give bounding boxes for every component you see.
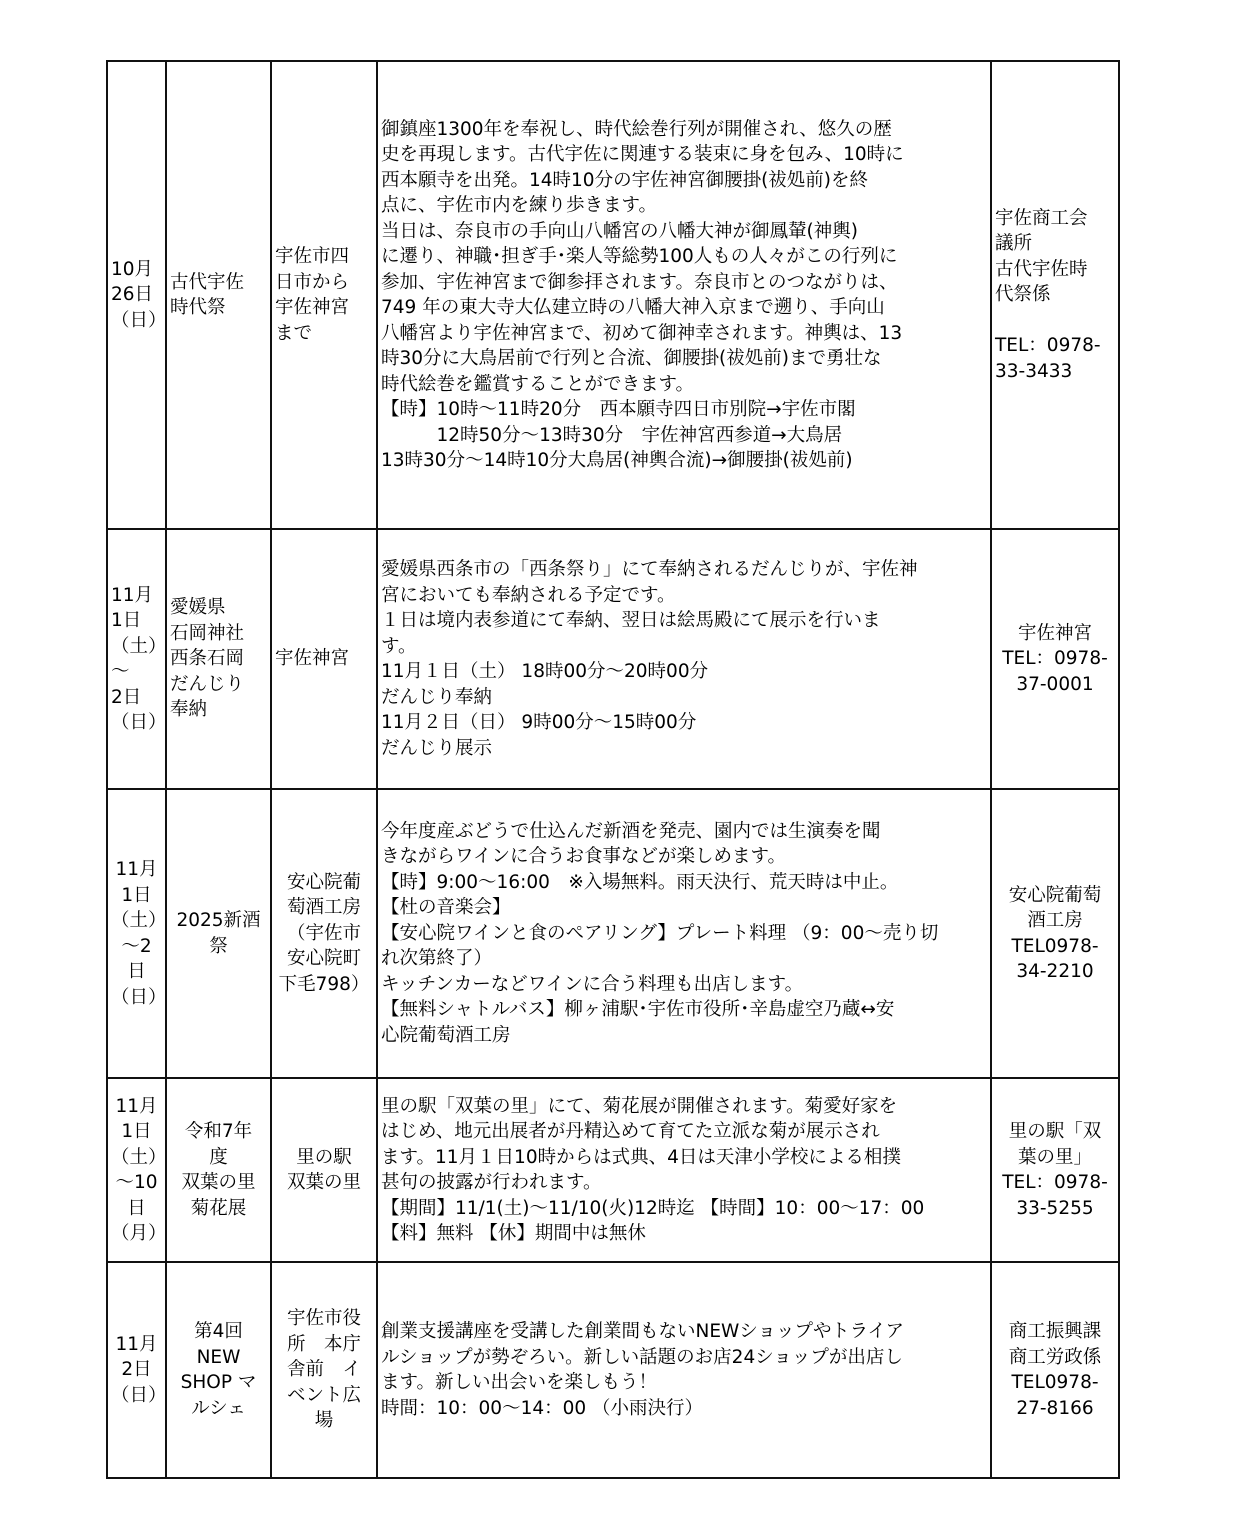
place-line: 場 [314, 1410, 334, 1432]
event-date-cell [107, 1262, 166, 1478]
description-line: ルショップが勢ぞろい。新しい話題のお店24ショップが出店し [381, 1346, 903, 1368]
contact-phone: 34-2210 [1016, 961, 1094, 982]
place-line: 宇佐市四 [275, 246, 350, 267]
description-line: 【杜の音楽会】 [381, 897, 511, 919]
event-contact-cell [991, 529, 1119, 789]
description-line: 【無料シャトルバス】柳ヶ浦駅･宇佐市役所･辛島虚空乃蔵↔安 [381, 999, 895, 1021]
contact-phone: TEL：0978- [1002, 1172, 1108, 1193]
description-line: ます。新しい出会いを楽しもう！ [381, 1372, 658, 1393]
event-contact-cell [991, 61, 1119, 529]
place-line: ベント広 [286, 1384, 361, 1406]
event-row [107, 529, 1119, 789]
place-line: 萄酒工房 [286, 897, 361, 919]
name-line: 時代祭 [170, 297, 226, 318]
event-place-cell [271, 789, 377, 1078]
event-description-cell [377, 1262, 991, 1478]
event-date-cell [107, 529, 166, 789]
event-contact-cell [991, 789, 1119, 1078]
description-line: 【安心院ワインと食のペアリング】プレート料理 （9：00～売り切 [381, 922, 939, 944]
description-line: す。 [381, 635, 417, 657]
date-line: 11月 [115, 1333, 158, 1355]
event-row [107, 1262, 1119, 1478]
contact-phone: 33-3433 [995, 360, 1073, 382]
contact-line: 酒工房 [1027, 910, 1083, 931]
place-line: 宇佐神宮 [275, 648, 350, 670]
description-line: 甚句の披露が行われます。 [381, 1172, 602, 1193]
description-line: 時代絵巻を鑑賞することができます。 [381, 373, 695, 395]
date-line: （日） [111, 309, 167, 331]
description-line: だんじり展示 [381, 737, 493, 759]
contact-phone: 37-0001 [1016, 673, 1094, 695]
name-line: 菊花展 [190, 1197, 247, 1219]
date-line: 10月 [111, 258, 154, 280]
name-line: SHOP マ [180, 1372, 257, 1393]
contact-line: 宇佐神宮 [1017, 622, 1092, 644]
description-line: きながらワインに合うお食事などが楽しめます。 [381, 846, 786, 868]
date-line: 1日 [121, 1121, 152, 1142]
contact-line: 宇佐商工会 [995, 207, 1088, 229]
date-line: （日） [111, 1384, 167, 1406]
description-line: はじめ、地元出展者が丹精込めて育てた立派な菊が展示され [381, 1121, 880, 1142]
event-row [107, 61, 1119, 529]
date-line: 26日 [111, 284, 154, 306]
contact-line [995, 308, 1115, 334]
event-date-cell [107, 1078, 166, 1262]
name-line: 奉納 [170, 699, 208, 721]
description-line: に遷り、神職･担ぎ手･楽人等総勢100人もの人々がこの行列に [381, 246, 898, 267]
place-line: 舎前 イ [286, 1359, 361, 1381]
event-place-cell [271, 1078, 377, 1262]
events-table [106, 60, 1120, 1479]
date-line: 2日 [111, 686, 142, 708]
place-line: 安心院葡 [286, 871, 361, 893]
date-line: 11月 [115, 859, 158, 880]
description-line: 創業支援講座を受講した創業間もないNEWショップやトライア [381, 1321, 904, 1342]
event-description-cell [377, 61, 991, 529]
name-line: 双葉の里 [181, 1172, 256, 1193]
description-line: だんじり奉納 [381, 686, 493, 708]
contact-phone: TEL0978- [1011, 935, 1099, 957]
event-description-cell [377, 1078, 991, 1262]
event-name-cell [166, 61, 271, 529]
event-place-cell [271, 529, 377, 789]
place-line: まで [275, 322, 313, 344]
contact-line: 安心院葡萄 [1008, 884, 1102, 906]
contact-line: 商工労政係 [1008, 1346, 1102, 1368]
description-line: 里の駅「双葉の里」にて、菊花展が開催されます。菊愛好家を [381, 1095, 898, 1117]
name-line: 古代宇佐 [170, 271, 245, 293]
date-line: （月） [111, 1223, 167, 1244]
event-contact-cell [991, 1262, 1119, 1478]
place-line: （宇佐市 [286, 922, 361, 944]
description-line: 11月１日（土） 18時00分～20時00分 [381, 661, 709, 682]
contact-phone: TEL0978- [1011, 1372, 1099, 1393]
description-line: 当日は、奈良市の手向山八幡宮の八幡大神が御鳳輦(神輿) [381, 220, 858, 242]
date-line: 11月 [115, 1095, 158, 1117]
name-line: 2025新酒 [176, 910, 261, 931]
description-line: 12時50分～13時30分 宇佐神宮西参道→大鳥居 [381, 424, 843, 446]
date-line: 2日 [121, 1359, 152, 1381]
place-line: 宇佐神宮 [275, 297, 350, 318]
description-line: 愛媛県西条市の「西条祭り」にて奉納されるだんじりが、宇佐神 [381, 559, 918, 580]
date-line: ～2 [121, 935, 152, 957]
contact-line: 商工振興課 [1008, 1321, 1102, 1342]
description-line: 13時30分～14時10分大鳥居(神輿合流)→御腰掛(祓処前) [381, 450, 853, 471]
contact-line: 古代宇佐時 [995, 258, 1088, 280]
event-date-cell [107, 61, 166, 529]
description-line: 八幡宮より宇佐神宮まで、初めて御神幸されます。神輿は、13 [381, 322, 903, 344]
date-line: ～10 [115, 1172, 158, 1193]
description-line: 【時】9:00～16:00 ※入場無料。雨天決行、荒天時は中止。 [381, 871, 899, 893]
date-line: 日 [127, 1197, 146, 1219]
event-row [107, 789, 1119, 1078]
contact-line: 里の駅「双 [1008, 1121, 1102, 1142]
event-name-cell [166, 1078, 271, 1262]
description-line: 11月２日（日） 9時00分～15時00分 [381, 712, 697, 733]
date-line: （日） [111, 712, 167, 733]
contact-line: 議所 [995, 233, 1033, 255]
contact-line: 葉の里」 [1017, 1146, 1092, 1168]
name-line: 西条石岡 [170, 648, 245, 670]
date-line: 1日 [111, 610, 142, 631]
description-line: 今年度産ぶどうで仕込んだ新酒を発売、園内では生演奏を聞 [381, 820, 881, 842]
name-line: NEW [196, 1346, 241, 1368]
event-place-cell [271, 61, 377, 529]
event-contact-cell [991, 1078, 1119, 1262]
event-date-cell [107, 789, 166, 1078]
description-line: 【期間】11/1(土)～11/10(火)12時迄 【時間】10：00～17：00 [381, 1197, 925, 1219]
name-line: だんじり [170, 673, 245, 695]
name-line: ルシェ [191, 1397, 246, 1419]
name-line: 祭 [209, 935, 228, 957]
description-line: 【時】10時～11時20分 西本願寺四日市別院→宇佐市閣 [381, 399, 856, 420]
event-row [107, 1078, 1119, 1262]
date-line: （土） [111, 1146, 167, 1168]
event-name-cell [166, 789, 271, 1078]
description-line: 宮においても奉納される予定です。 [381, 584, 676, 606]
event-name-cell [166, 529, 271, 789]
date-line: 1日 [121, 884, 152, 906]
description-line: 時30分に大鳥居前で行列と合流、御腰掛(祓処前)まで勇壮な [381, 348, 882, 369]
event-place-cell [271, 1262, 377, 1478]
date-line: （日） [111, 986, 167, 1008]
date-line: 11月 [111, 584, 154, 606]
place-line: 宇佐市役 [286, 1308, 361, 1330]
description-line: 【料】無料 【休】期間中は無休 [381, 1223, 646, 1244]
description-line: 749 年の東大寺大仏建立時の八幡大神入京まで遡り、手向山 [381, 297, 885, 318]
contact-phone: TEL：0978- [995, 335, 1101, 357]
place-line: 双葉の里 [286, 1172, 361, 1193]
contact-phone: 27-8166 [1016, 1397, 1094, 1419]
description-line: 心院葡萄酒工房 [381, 1024, 511, 1046]
description-line: れ次第終了） [381, 948, 493, 970]
description-line: 点に、宇佐市内を練り歩きます。 [381, 195, 658, 216]
event-name-cell [166, 1262, 271, 1478]
name-line: 石岡神社 [170, 622, 245, 644]
contact-phone: 33-5255 [1016, 1197, 1094, 1219]
description-line: ます。11月１日10時からは式典、4日は天津小学校による相撲 [381, 1146, 901, 1168]
description-line: 西本願寺を出発。14時10分の宇佐神宮御腰掛(祓処前)を終 [381, 169, 869, 191]
description-line: 時間：10：00～14：00 （小雨決行） [381, 1397, 704, 1419]
contact-phone: TEL：0978- [1002, 648, 1108, 670]
date-line: ～ [111, 661, 130, 682]
description-line: キッチンカーなどワインに合う料理も出店します。 [381, 973, 804, 995]
date-line: （土） [111, 910, 167, 931]
place-line: 所 本庁 [286, 1333, 361, 1355]
date-line: （土） [111, 635, 167, 657]
place-line: 日市から [275, 271, 350, 293]
place-line: 下毛798） [278, 973, 370, 995]
place-line: 安心院町 [286, 948, 361, 970]
description-line: 史を再現します。古代宇佐に関連する装束に身を包み、10時に [381, 144, 904, 165]
name-line: 愛媛県 [170, 597, 226, 619]
name-line: 度 [209, 1146, 228, 1168]
contact-line: 代祭係 [995, 284, 1051, 306]
event-description-cell [377, 529, 991, 789]
description-line: 御鎮座1300年を奉祝し、時代絵巻行列が開催され、悠久の歴 [381, 118, 892, 140]
date-line: 日 [127, 961, 146, 982]
description-line: 参加、宇佐神宮まで御参拝されます。奈良市とのつながりは、 [381, 271, 898, 293]
event-description-cell [377, 789, 991, 1078]
name-line: 第4回 [194, 1321, 243, 1342]
description-line: １日は境内表参道にて奉納、翌日は絵馬殿にて展示を行いま [381, 610, 881, 631]
place-line: 里の駅 [296, 1146, 352, 1168]
name-line: 令和7年 [184, 1121, 253, 1142]
